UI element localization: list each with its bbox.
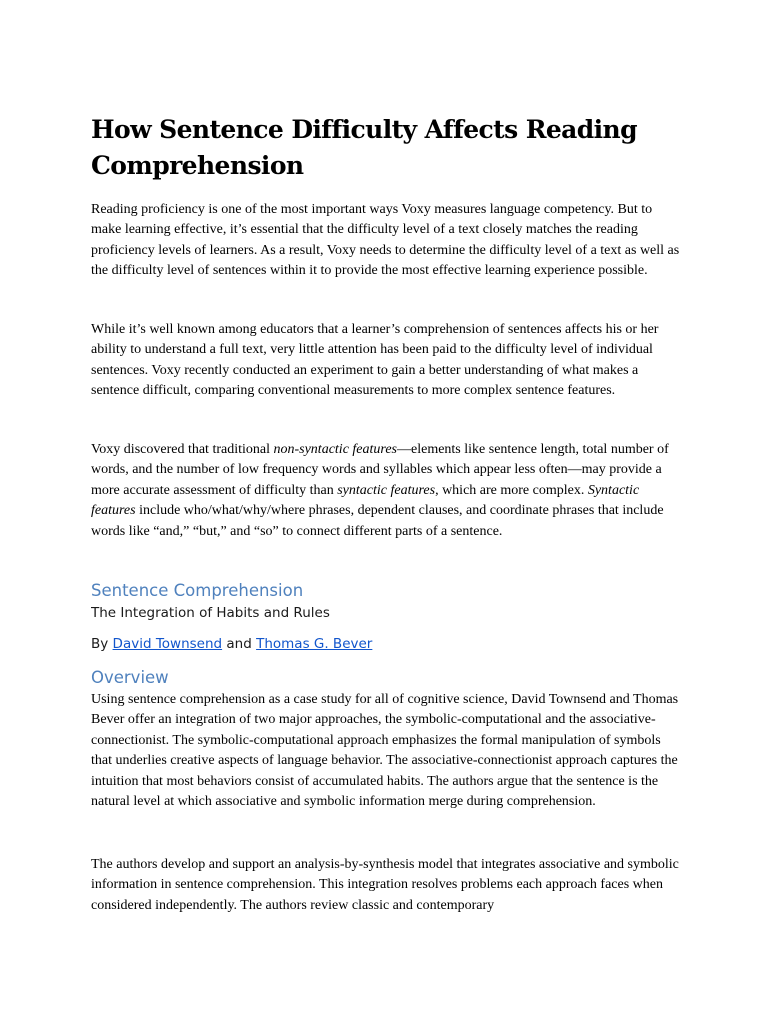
byline xyxy=(91,634,372,654)
term-syntactic: syntactic features xyxy=(337,482,436,498)
book-subtitle: The Integration of Habits and Rules xyxy=(91,605,330,621)
findings-paragraph xyxy=(91,440,685,542)
author-link-david-townsend[interactable]: David Townsend xyxy=(112,636,223,652)
page-title: How Sentence Difficulty Affects Reading Comprehension xyxy=(91,115,638,180)
document-page xyxy=(91,0,685,1024)
byline-joiner: and xyxy=(222,636,257,652)
book-heading: Sentence Comprehension xyxy=(91,581,304,600)
term-non-syntactic: non-syntactic features xyxy=(273,442,397,457)
findings-text-4: include who/what/why/where phrases, dependent clauses, and coordinate phrases that include words like “and,” “but,” and “so” to connect different parts of a sentence. xyxy=(91,503,664,539)
findings-text-2: —elements like sentence length, total number of words, and the number of low frequency words and syllables which appear less often—may provide a more accurate assessment of difficulty than xyxy=(91,442,669,498)
author-link-thomas-bever[interactable]: Thomas G. Bever xyxy=(256,636,373,652)
overview-paragraph: Using sentence comprehension as a case study for all of cognitive science, David Townsend and Thomas Bever offer an integration of two major approaches, the symbolic-computational and the associative-connectionist. The symbolic-computational approach emphasizes the formal manipulation of symbols that underlies creative aspects of language behavior. The associative-connectionist approach captures the intuition that most behaviors consist of accumulated habits. The authors argue that the sentence is the natural level at which associative and symbolic information merge during comprehension. xyxy=(91,692,679,810)
term-syntactic-2: Syntactic features xyxy=(91,482,640,519)
experiment-paragraph: While it’s well known among educators that a learner’s comprehension of sentences affects his or her ability to understand a full text, very little attention has been paid to the difficulty level of individual sentences. Voxy recently conducted an experiment to gain a better understanding of what makes a sentence difficult, comparing conventional measurements to more complex sentence features. xyxy=(91,322,659,399)
overview-heading: Overview xyxy=(91,668,169,687)
findings-text-3: , which are more complex. xyxy=(435,482,588,498)
model-paragraph: The authors develop and support an analysis-by-synthesis model that integrates associative and symbolic information in sentence comprehension. This integration resolves problems each approach faces when considered independently. The authors review classic and contemporary xyxy=(91,857,679,913)
byline-prefix: By xyxy=(91,636,113,652)
intro-paragraph: Reading proficiency is one of the most important ways Voxy measures language competency. But to make learning effective, it’s essential that the difficulty level of a text closely matches the reading proficiency levels of learners. As a result, Voxy needs to determine the difficulty level of a text as well as the difficulty level of sentences within it to provide the most effective learning experience possible. xyxy=(91,202,680,279)
findings-text-1: Voxy discovered that traditional xyxy=(91,442,274,457)
